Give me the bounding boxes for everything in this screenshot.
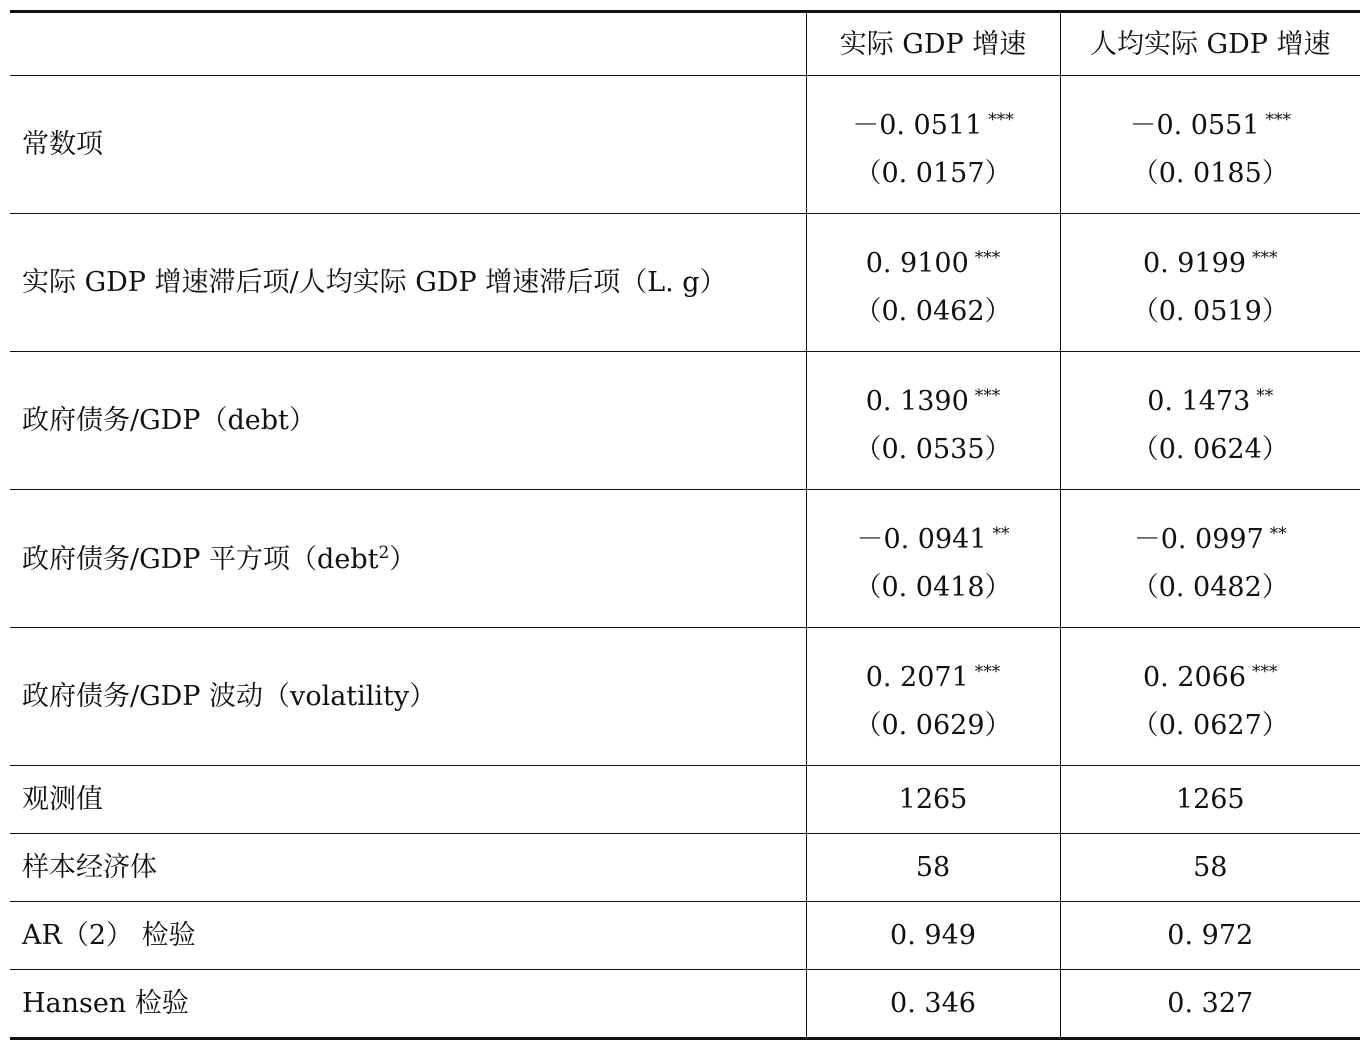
row-label [10,490,806,628]
significance-stars: ** [992,523,1010,544]
row-label: Hansen 检验 [10,970,806,1039]
header-cell-per-capita-gdp-growth: 人均实际 GDP 增速 [1060,12,1360,76]
coef-cell [1060,214,1360,352]
table-row [10,490,1360,628]
significance-stars: *** [974,661,1001,682]
significance-stars: *** [974,385,1001,406]
standard-error: （0. 0627） [1131,709,1289,741]
coef-line [807,367,1060,425]
stat-value: 1265 [1060,766,1360,834]
coef-value: 0. 1390 [865,385,969,417]
table-row [10,628,1360,766]
row-label-text: 政府债务/GDP 平方项（debt [22,543,379,575]
coef-value: 0. 9100 [865,247,969,279]
row-label: 政府债务/GDP 波动（volatility） [10,628,806,766]
coef-cell [806,76,1060,214]
significance-stars: *** [1252,247,1278,268]
coef-cell [806,628,1060,766]
coef-line [1061,91,1361,149]
header-row [10,12,1360,76]
coef-value: 0. 2066 [1142,661,1247,693]
coef-value: －0. 0511 [852,109,983,141]
coef-line [1061,367,1361,425]
table-row [10,352,1360,490]
table-row [10,970,1360,1039]
coef-cell [806,352,1060,490]
coef-value: －0. 0997 [1133,523,1264,555]
coef-line [1061,643,1361,701]
regression-table-container [10,10,1360,1040]
standard-error: （0. 0185） [1131,157,1289,189]
standard-error: （0. 0462） [854,295,1012,327]
standard-error: （0. 0535） [854,433,1012,465]
stat-value: 1265 [806,766,1060,834]
significance-stars: ** [1269,523,1287,544]
row-label: 政府债务/GDP（debt） [10,352,806,490]
row-label-tail: ） [389,543,417,575]
stat-value: 58 [1060,834,1360,902]
coef-cell [806,490,1060,628]
header-cell-real-gdp-growth: 实际 GDP 增速 [806,12,1060,76]
table-row [10,76,1360,214]
row-label: 常数项 [10,76,806,214]
standard-error: （0. 0418） [854,571,1012,603]
coef-cell [1060,628,1360,766]
significance-stars: *** [1265,109,1292,130]
coef-value: 0. 2071 [865,661,969,693]
coef-value: 0. 9199 [1142,247,1247,279]
significance-stars: ** [1256,385,1274,406]
coef-cell [1060,76,1360,214]
coef-line [1061,229,1361,287]
significance-stars: *** [1252,661,1278,682]
coef-cell [1060,352,1360,490]
coef-line [807,505,1060,563]
stat-value: 58 [806,834,1060,902]
row-label: 样本经济体 [10,834,806,902]
coef-value: －0. 0551 [1129,109,1260,141]
standard-error: （0. 0157） [854,157,1012,189]
row-label: 实际 GDP 增速滞后项/人均实际 GDP 增速滞后项（L. g） [10,214,806,352]
coef-line [1061,505,1361,563]
significance-stars: *** [988,109,1014,130]
stat-value: 0. 949 [806,902,1060,970]
significance-stars: *** [974,247,1001,268]
stat-value: 0. 327 [1060,970,1360,1039]
table-row [10,902,1360,970]
row-label: AR（2） 检验 [10,902,806,970]
coef-cell [806,214,1060,352]
coef-value: 0. 1473 [1147,385,1251,417]
stat-value: 0. 972 [1060,902,1360,970]
coef-line [807,643,1060,701]
row-label-superscript: 2 [378,542,390,563]
standard-error: （0. 0519） [1131,295,1289,327]
row-label: 观测值 [10,766,806,834]
stat-value: 0. 346 [806,970,1060,1039]
table-row [10,834,1360,902]
table-row [10,766,1360,834]
regression-table [10,10,1360,1040]
table-row [10,214,1360,352]
standard-error: （0. 0482） [1131,571,1289,603]
header-cell-empty [10,12,806,76]
coef-line [807,229,1060,287]
coef-cell [1060,490,1360,628]
coef-line [807,91,1060,149]
coef-value: －0. 0941 [856,523,987,555]
standard-error: （0. 0624） [1131,433,1289,465]
standard-error: （0. 0629） [854,709,1012,741]
